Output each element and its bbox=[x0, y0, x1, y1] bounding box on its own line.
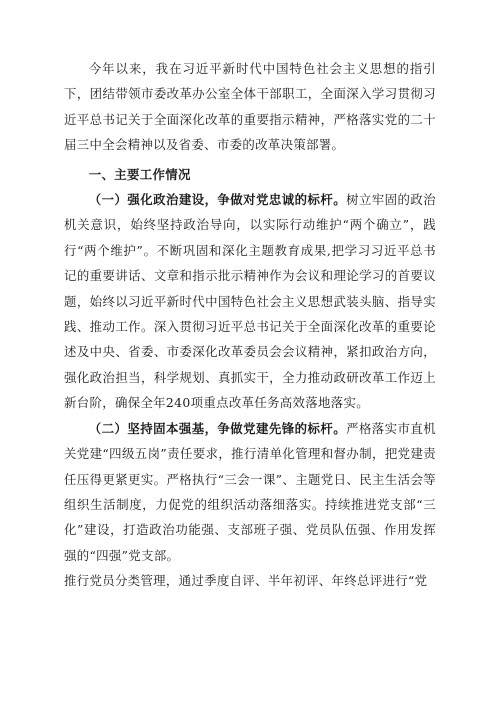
item-1-paragraph bbox=[64, 187, 436, 416]
item-1-lead: （一）强化政治建设，争做对党忠诚的标杆。 bbox=[88, 192, 347, 208]
item-2-paragraph bbox=[64, 416, 436, 568]
intro-paragraph: 今年以来，我在习近平新时代中国特色社会主义思想的指引下，团结带领市委改革办公室全体干部职工，全面深入学习贯彻习近平总书记关于全面深化改革的重要指示精神，严格落实党的二十届三中全会精神以及省委、市委的改革决策部署。 bbox=[64, 61, 436, 153]
item-2-body: 严格落实市直机关党建“四级五岗”责任要求，推行清单化管理和督办制，把党建责任压得更紧更实。严格执行“三会一课”、主题党日、民主生活会等组织生活制度，力促党的组织活动落细落实。持续推进党支部“三化”建设，打造政治功能强、支部班子强、党员队伍强、作用发挥强的“四强”党支部。 bbox=[64, 420, 437, 563]
item-2-lead: （二）坚持固本强基，争做党建先锋的标杆。 bbox=[88, 420, 347, 436]
item-3-paragraph: 推行党员分类管理，通过季度自评、半年初评、年终总评进行“党 bbox=[64, 573, 428, 589]
section-heading-main-work: 一、主要工作情况 bbox=[88, 166, 191, 182]
document-page bbox=[64, 56, 436, 594]
item-1-body: 树立牢固的政治机关意识，始终坚持政治导向，以实际行动维护“两个确立”，践行“两个维护”。不断巩固和深化主题教育成果,把学习习近平总书记的重要讲话、文章和指示批示精神作为会议和理论学习的首要议题，始终以习近平新时代中国特色社会主义思想武装头脑、指导实践、推动工作。深入贯彻习近平总书记关于全面深化改革的重要论述及中央、省委、市委深化改革委员会会议精神，紧扣政治方向，强化政治担当，科学规划、真抓实干，全力推动政研改革工作迈上新台阶，确保全年240项重点改革任务高效落地落实。 bbox=[64, 192, 437, 411]
